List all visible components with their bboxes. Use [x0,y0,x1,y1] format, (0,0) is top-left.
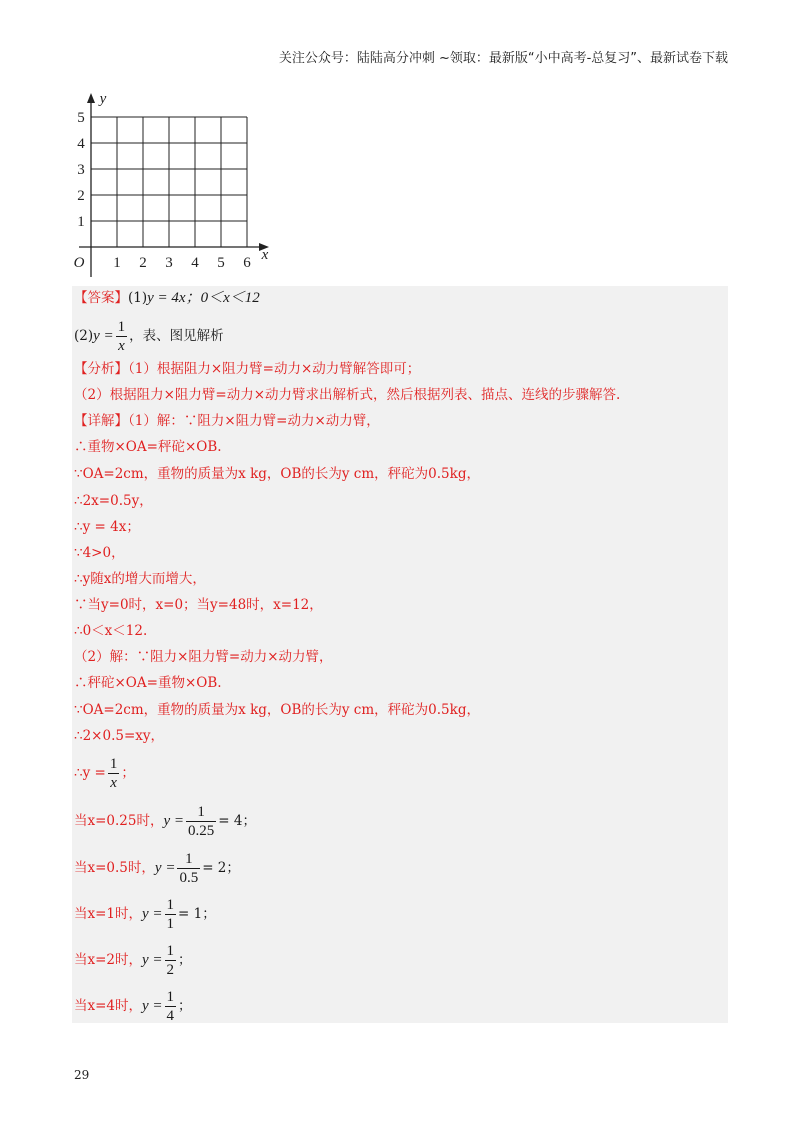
coordinate-grid [64,92,274,282]
detail-fraction-denominator: x [110,775,117,791]
case-numerator: 1 [166,897,175,913]
answer-part-1-equation: y = 4x；0＜x＜12 [147,290,260,306]
case-line [74,988,192,1025]
case-numerator: 1 [166,989,175,1005]
y-axis-label: y [99,92,107,107]
case-result: ； [178,998,192,1014]
x-tick-label: 1 [113,255,121,271]
case-y: y = [142,952,163,968]
case-fraction [165,896,177,933]
case-fraction [186,803,216,840]
case-denominator: 1 [166,916,175,932]
case-line [74,896,216,933]
detail-text-3: ∵OA=2cm，重物的质量为x kg，OB的长为y cm，秤砣为0.5kg， [74,466,480,482]
analysis-text-1: （1）根据阻力×阻力臂=动力×动力臂解答即可； [128,361,421,377]
detail-text-5: ∴y = 4x； [74,519,140,535]
x-tick-label: 2 [139,255,147,271]
x-axis-label: x [261,247,269,263]
detail-text-2: ∴重物×OA=秤砣×OB. [74,439,222,455]
analysis-tag: 【分析】 [74,361,128,377]
case-fraction [165,942,177,979]
detail-fraction [108,755,120,792]
case-y: y = [142,998,163,1014]
case-condition: 当x=1时， [74,906,143,922]
case-condition: 当x=0.25时， [74,813,164,829]
case-result: = 4； [218,813,256,829]
answer-part-2-y: y = [93,328,114,344]
case-condition: 当x=2时， [74,952,143,968]
page-number: 29 [74,1068,90,1082]
detail-line-14 [74,755,135,792]
analysis-line-1 [74,360,420,378]
page-header: 关注公众号：陆陆高分冲刺 ~领取：最新版“小中高考-总复习”、最新试卷下载 [278,51,728,66]
detail-text-10: （2）解：∵阻力×阻力臂=动力×动力臂， [74,649,333,665]
answer-tag: 【答案】 [74,290,128,306]
case-denominator: 2 [166,962,175,978]
y-tick-label: 4 [77,136,85,152]
origin-label: O [73,255,85,271]
detail-text-11: ∴秤砣×OA=重物×OB. [74,675,222,691]
y-tick-label: 1 [77,214,85,230]
detail-text-13: ∴2×0.5=xy， [74,728,165,744]
detail-text-4: ∴2x=0.5y， [74,493,153,509]
case-line [74,850,240,887]
x-tick-label: 4 [191,255,199,271]
case-condition: 当x=4时， [74,998,143,1014]
case-line [74,942,192,979]
case-result: = 2； [202,860,240,876]
case-numerator: 1 [177,850,200,869]
answer-part-1-prefix: (1) [128,290,148,306]
case-y: y = [163,813,185,829]
answer-fraction-numerator: 1 [117,319,126,335]
detail-text-8: ∵当y=0时，x=0；当y=48时，x=12， [74,597,323,613]
case-denominator: 0.5 [179,870,199,886]
case-result: = 1； [178,906,216,922]
answer-line-1 [74,289,260,307]
case-numerator: 1 [186,803,216,822]
y-tick-label: 2 [77,188,85,204]
case-condition: 当x=0.5时， [74,860,155,876]
y-axis-arrow [87,93,95,103]
detail-text-7: ∴y随x的增大而增大， [74,571,206,587]
detail-text-12: ∵OA=2cm，重物的质量为x kg，OB的长为y cm，秤砣为0.5kg， [74,702,480,718]
x-tick-label: 3 [165,255,173,271]
case-y: y = [154,860,176,876]
case-fraction [165,988,177,1025]
answer-fraction-denominator: x [118,338,125,354]
detail-fraction-numerator: 1 [109,756,118,772]
detail-text-1: （1）解：∵阻力×阻力臂=动力×动力臂， [128,413,380,429]
case-denominator: 4 [166,1008,175,1024]
x-tick-label: 5 [217,255,225,271]
y-tick-label: 3 [77,162,85,178]
case-denominator: 0.25 [188,823,215,839]
detail-tag: 【详解】 [74,413,128,429]
answer-part-2-suffix: ，表、图见解析 [129,328,224,344]
y-tick-label: 5 [77,110,85,126]
answer-part-2-prefix: (2) [74,328,94,344]
case-fraction [177,850,200,887]
case-numerator: 1 [166,943,175,959]
detail-text-14-prefix: ∴y = [74,765,106,781]
analysis-text-2: （2）根据阻力×阻力臂=动力×动力臂求出解析式，然后根据列表、描点、连线的步骤解答. [74,387,621,403]
x-tick-label: 6 [243,255,251,271]
detail-text-6: ∵4>0， [74,545,125,561]
case-result: ； [178,952,192,968]
detail-line-1 [74,412,380,430]
case-y: y = [142,906,163,922]
answer-fraction [116,318,128,355]
answer-line-2 [74,318,224,355]
detail-text-9: ∴0＜x＜12. [74,623,148,639]
detail-text-14-suffix: ； [121,765,135,781]
case-line [74,803,256,840]
